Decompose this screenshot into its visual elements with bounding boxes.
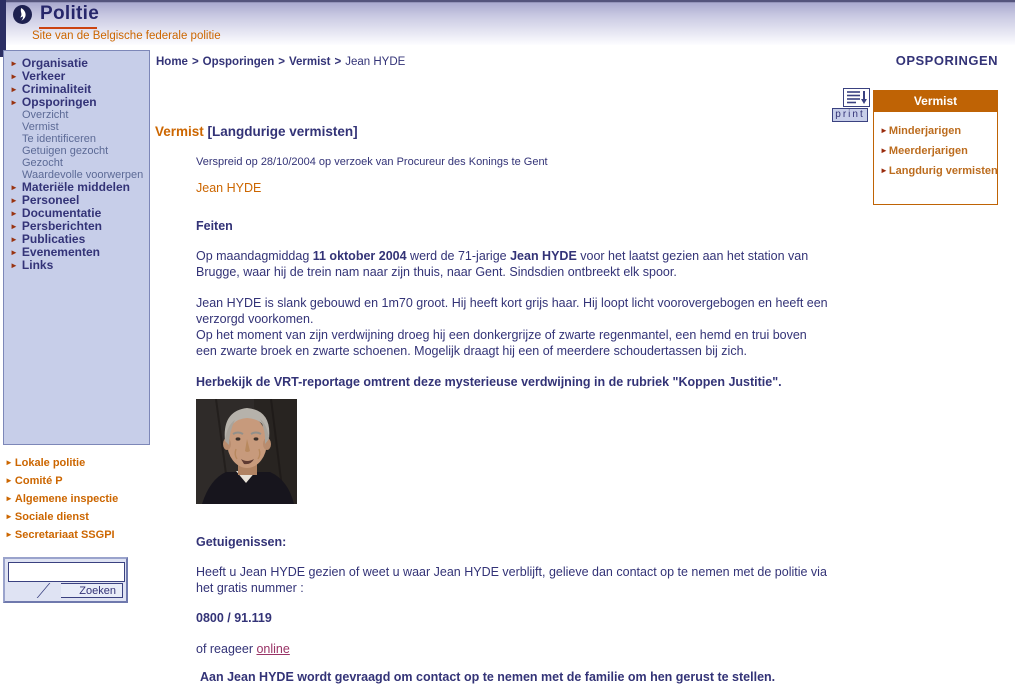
search-input[interactable] [8, 562, 125, 582]
arrow-icon: ► [10, 222, 18, 231]
site-subtitle: Site van de Belgische federale politie [32, 30, 221, 42]
person-name: Jean HYDE [196, 181, 262, 195]
sidebar-item-evenementen[interactable]: ► Evenementen [10, 245, 100, 259]
sidebar-item-links[interactable]: ► Links [10, 258, 54, 272]
arrow-icon: ► [10, 196, 18, 205]
vermist-category-box [873, 90, 998, 205]
print-document-icon [843, 88, 870, 107]
sidebar-navigation [3, 50, 150, 445]
arrow-icon: ► [880, 166, 888, 175]
sidebar-item-personeel[interactable]: ► Personeel [10, 193, 80, 207]
sidebar-item-publicaties[interactable]: ► Publicaties [10, 232, 86, 246]
search-footer [8, 582, 123, 600]
phone-number: 0800 / 91.119 [196, 611, 272, 625]
politie-flame-logo-icon[interactable] [13, 5, 32, 24]
vermist-box-item-minderjarigen[interactable]: ►Minderjarigen [880, 125, 962, 137]
page-title [155, 124, 831, 139]
witness-paragraph: Heeft u Jean HYDE gezien of weet u waar Jean HYDE verblijft, gelieve dan contact op te nemen met de politie via het gratis nummer : [196, 565, 827, 595]
breadcrumb [156, 56, 405, 68]
name-bold: Jean HYDE [510, 249, 577, 263]
page-title-subcategory: [Langdurige vermisten] [207, 124, 358, 139]
missing-person-photo [196, 399, 831, 509]
arrow-icon: ► [5, 458, 13, 467]
sidebar-item-documentatie[interactable]: ► Documentatie [10, 206, 102, 220]
sidebar-item-opsporingen[interactable]: ► Opsporingen [10, 95, 97, 109]
feiten-heading: Feiten [196, 219, 233, 233]
sidebar-item-organisatie[interactable]: ► Organisatie [10, 56, 88, 70]
getuigenissen-heading: Getuigenissen: [196, 535, 287, 549]
external-links [5, 454, 118, 544]
facts-paragraph-1: Op maandagmiddag 11 oktober 2004 werd de 71-jarige Jean HYDE voor het laatst gezien aan het station van Brugge, waar hij de trein nam naar zijn thuis, naar Gent. Sindsdien ontbreekt elk spoor. [196, 249, 809, 279]
arrow-icon: ► [5, 476, 13, 485]
distribution-line: Verspreid op 28/10/2004 op verzoek van Procureur des Konings te Gent [196, 156, 548, 168]
arrow-icon: ► [10, 248, 18, 257]
arrow-icon: ► [10, 59, 18, 68]
page-title-category: Vermist [155, 124, 204, 139]
ext-link-algemene-inspectie[interactable]: ► Algemene inspectie [5, 493, 119, 505]
arrow-icon: ► [5, 530, 13, 539]
section-label: OPSPORINGEN [895, 53, 998, 68]
vermist-box-item-langdurig-vermisten[interactable]: ►Langdurig vermisten [880, 165, 998, 177]
sidebar-item-gezocht[interactable]: Gezocht [22, 157, 63, 169]
breadcrumb-separator: > [278, 56, 285, 68]
breadcrumb-home[interactable]: Home [156, 56, 188, 68]
react-line: of reageer online [196, 642, 290, 656]
arrow-icon: ► [10, 85, 18, 94]
title-underline [39, 27, 97, 29]
breadcrumb-opsporingen[interactable]: Opsporingen [202, 56, 275, 68]
left-edge-strip [0, 0, 6, 57]
arrow-icon: ► [880, 146, 888, 155]
ext-link-lokale-politie[interactable]: ► Lokale politie [5, 457, 86, 469]
ext-link-comite-p[interactable]: ► Comité P [5, 475, 63, 487]
sidebar-item-verkeer[interactable]: ► Verkeer [10, 69, 66, 83]
online-link[interactable]: online [256, 642, 290, 656]
arrow-icon: ► [10, 183, 18, 192]
vermist-box-item-meerderjarigen[interactable]: ►Meerderjarigen [880, 145, 968, 157]
ext-link-secretariaat-ssgpi[interactable]: ► Secretariaat SSGPI [5, 529, 115, 541]
breadcrumb-separator: > [334, 56, 342, 68]
arrow-icon: ► [10, 72, 18, 81]
sidebar-item-materiele-middelen[interactable]: ► Materiële middelen [10, 180, 130, 194]
search-box [3, 557, 128, 603]
arrow-icon: ► [10, 98, 18, 107]
arrow-icon: ► [10, 209, 18, 218]
arrow-icon: ► [5, 512, 13, 521]
vrt-report-line: Herbekijk de VRT-reportage omtrent deze mysterieuse verdwijning in de rubriek "Koppen Justitie". [196, 375, 782, 389]
breadcrumb-current: Jean HYDE [345, 56, 406, 68]
arrow-icon: ► [880, 126, 888, 135]
site-title[interactable]: Politie [40, 3, 100, 24]
ext-link-sociale-dienst[interactable]: ► Sociale dienst [5, 511, 89, 523]
date-bold: 11 oktober 2004 [312, 249, 407, 263]
vermist-box-title: Vermist [874, 91, 997, 112]
main-content [155, 124, 831, 686]
sidebar-item-persberichten[interactable]: ► Persberichten [10, 219, 102, 233]
print-label: print [832, 108, 868, 122]
breadcrumb-vermist[interactable]: Vermist [288, 56, 331, 68]
zoeken-button[interactable]: Zoeken [61, 583, 123, 598]
arrow-icon: ► [10, 261, 18, 270]
print-button[interactable] [832, 88, 870, 122]
sidebar-item-getuigen-gezocht[interactable]: Getuigen gezocht [22, 145, 109, 157]
arrow-icon: ► [10, 235, 18, 244]
arrow-icon: ► [5, 494, 13, 503]
sidebar-item-overzicht[interactable]: Overzicht [22, 109, 69, 121]
breadcrumb-separator: > [191, 56, 199, 68]
sidebar-item-te-identificeren[interactable]: Te identificeren [22, 133, 96, 145]
sidebar-item-criminaliteit[interactable]: ► Criminaliteit [10, 82, 92, 96]
family-message-line: Aan Jean HYDE wordt gevraagd om contact op te nemen met de familie om hen gerust te stellen. [200, 670, 776, 684]
sidebar-item-vermist[interactable]: Vermist [22, 121, 59, 133]
sidebar-item-waardevolle-voorwerpen[interactable]: Waardevolle voorwerpen [22, 169, 144, 181]
zoeken-slant-decoration [37, 583, 64, 598]
top-header-bar [0, 0, 1015, 45]
description-paragraph: Jean HYDE is slank gebouwd en 1m70 groot. Hij heeft kort grijs haar. Hij loopt licht voorovergebogen en heeft een verzorgd voorkomen. Op het moment van zijn verdwijning droeg hij een donkergrijze of zwarte regenmantel, een hemd en trui boven een zwarte broek en zwarte schoenen. Mogelijk draagt hij een of meerdere schoudertassen bij zich. [196, 296, 828, 358]
